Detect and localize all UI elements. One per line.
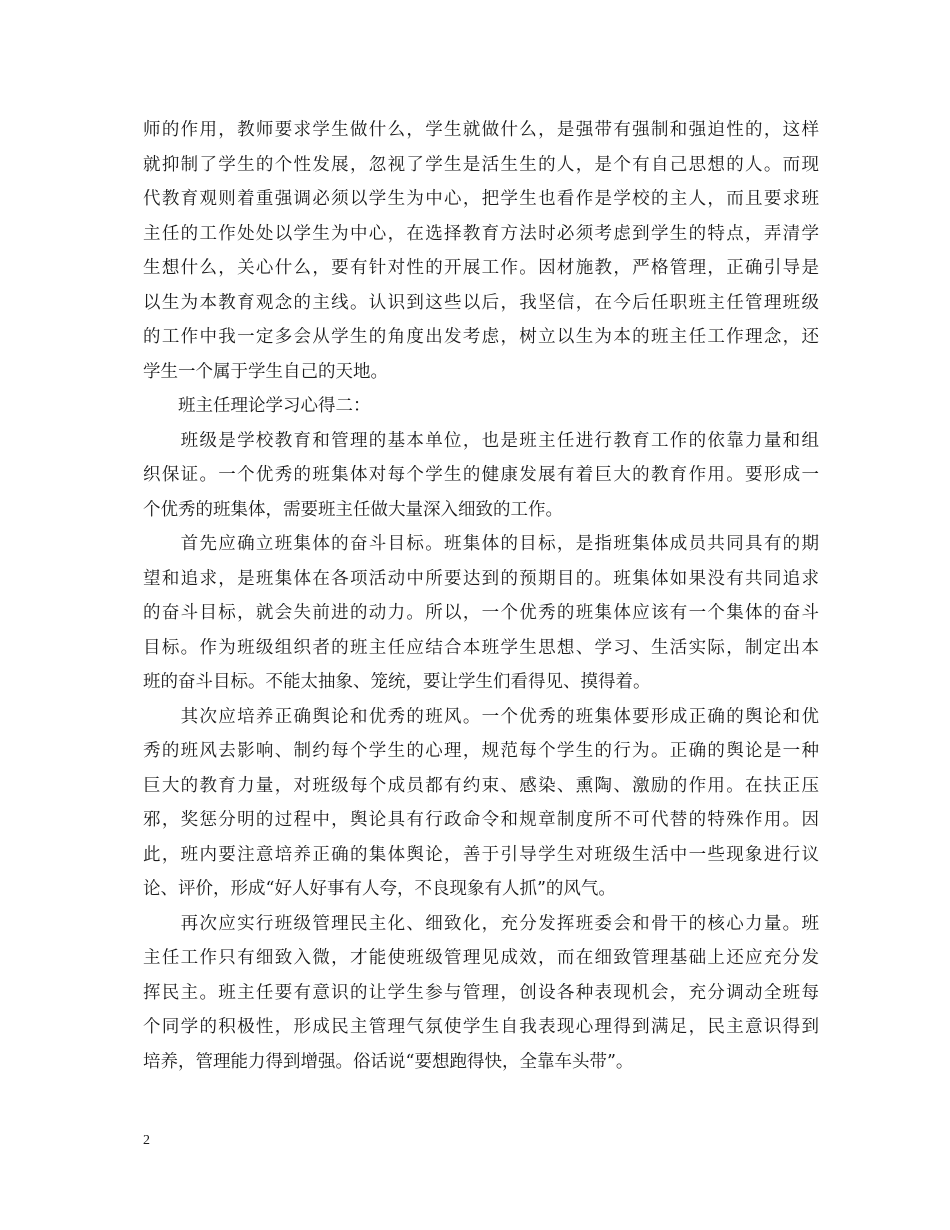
text-line: 班的奋斗目标。不能太抽象、笼统，要让学生们看得见、摸得着。 [143,672,651,692]
text-line: 师的作用，教师要求学生做什么，学生就做什么，是强带有强制和强迫性的，这样 [143,120,819,140]
text-line: 班主任理论学习心得二： [143,396,371,416]
text-line: 望和追求，是班集体在各项活动中所要达到的预期目的。班集体如果没有共同追求 [143,568,819,589]
text-line: 生想什么，关心什么，要有针对性的开展工作。因材施教，严格管理，正确引导是 [143,258,819,278]
text-line: 挥民主。班主任要有意识的让学生参与管理，创设各种表现机会，充分调动全班每 [143,982,819,1003]
text-line: 代教育观则着重强调必须以学生为中心，把学生也看作是学校的主人，而且要求班 [143,189,819,209]
text-line: 论、评价，形成“好人好事有人夸，不良现象有人抓”的风气。 [143,879,616,899]
text-line: 班级是学校教育和管理的基本单位，也是班主任进行教育工作的依靠力量和组 [143,430,819,451]
text-line: 的奋斗目标，就会失前进的动力。所以，一个优秀的班集体应该有一个集体的奋斗 [143,603,819,623]
text-line: 以生为本教育观念的主线。认识到这些以后，我坚信，在今后任职班主任管理班级 [143,292,819,313]
text-line: 巨大的教育力量，对班级每个成员都有约束、感染、熏陶、激励的作用。在扶正压 [143,775,819,796]
text-line: 织保证。一个优秀的班集体对每个学生的健康发展有着巨大的教育作用。要形成一 [143,465,819,485]
text-line: 邪，奖惩分明的过程中，舆论具有行政命令和规章制度所不可代替的特殊作用。因 [143,810,819,830]
text-line: 个优秀的班集体，需要班主任做大量深入细致的工作。 [143,499,563,520]
text-line: 学生一个属于学生自己的天地。 [143,361,388,382]
text-line: 培养，管理能力得到增强。俗话说“要想跑得快，全靠车头带”。 [143,1051,634,1072]
document-body [143,113,819,1079]
text-line: 目标。作为班级组织者的班主任应结合本班学生思想、学习、生活实际，制定出本 [143,637,819,658]
page-number: 2 [143,1133,150,1148]
text-line: 个同学的积极性，形成民主管理气氛使学生自我表现心理得到满足，民主意识得到 [143,1017,819,1037]
text-line: 的工作中我一定多会从学生的角度出发考虑，树立以生为本的班主任工作理念，还 [143,327,819,347]
text-line: 就抑制了学生的个性发展，忽视了学生是活生生的人，是个有自己思想的人。而现 [143,154,819,175]
text-line: 主任工作只有细致入微，才能使班级管理见成效，而在细致管理基础上还应充分发 [143,948,819,968]
text-line: 主任的工作处处以学生为中心，在选择教育方法时必须考虑到学生的特点，弄清学 [143,223,819,244]
text-line: 再次应实行班级管理民主化、细致化，充分发挥班委会和骨干的核心力量。班 [143,913,819,934]
text-line: 秀的班风去影响、制约每个学生的心理，规范每个学生的行为。正确的舆论是一种 [143,741,819,761]
text-line: 其次应培养正确舆论和优秀的班风。一个优秀的班集体要形成正确的舆论和优 [143,706,819,727]
text-line: 首先应确立班集体的奋斗目标。班集体的目标，是指班集体成员共同具有的期 [143,534,819,554]
text-line: 此，班内要注意培养正确的集体舆论，善于引导学生对班级生活中一些现象进行议 [143,844,819,865]
